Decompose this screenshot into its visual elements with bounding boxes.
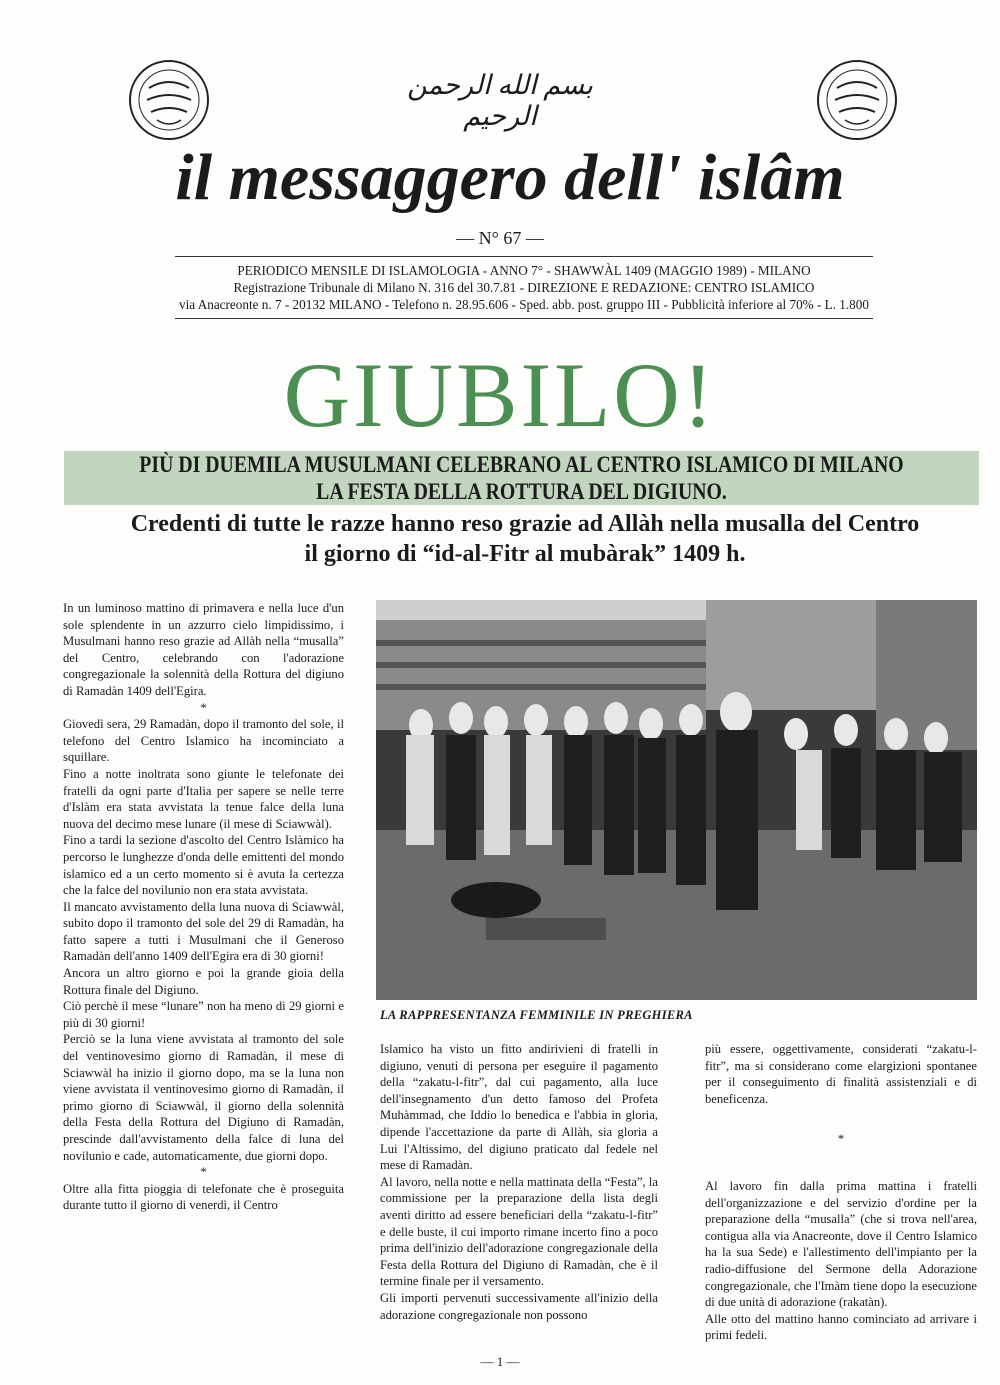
center-seal-right [815,58,899,142]
paragraph: Perciò se la luna viene avvistata al tramonto del sole del ventinovesimo giorno di Ramadàn, il mese di Sciawwàl ha inizio il giorno dopo, ma se la luna non viene avvistata il ventinovesimo giorno di Ramadàn, il primo giorno di Sciawwàl, il giorno della solennità della Festa della Rottura del Digiuno di Ramadàn, prescinde dall'avvistamento della falce di luna del novilunio e cade, automaticamente, due giorni dopo. [63,1032,344,1163]
subhead-line: il giorno di “id-al-Fitr al mubàrak” 1409 h. [304,541,746,567]
masthead-title: il messaggero dell' islâm [175,141,845,214]
pub-line: Registrazione Tribunale di Milano N. 316 del 30.7.81 - DIREZIONE E REDAZIONE: CENTRO ISLAMICO [233,280,815,295]
paragraph: Il mancato avvistamento della luna nuova di Sciawwàl, subito dopo il tramonto del sole del 29 di Ramadàn, ha fatto sapere a tutti i Musulmani che il Generoso Ramadàn dell'anno 1409 dell'Egira era di 30 giorni! [63,899,344,964]
subhead-line: Credenti di tutte le razze hanno reso grazie ad Allàh nella musalla del Centro [130,511,920,537]
paragraph: In un luminoso mattino di primavera e nella luce d'un sole splendente in un azzurro cielo limpidissimo, i Musulmani hanno reso grazie ad Allàh nella “musalla” del Centro, celebrando con l'adorazione congregazionale la solennità della Rottura del digiuno di Ramadàn 1409 dell'Egira. [63,601,344,698]
paragraph: Oltre alla fitta pioggia di telefonate che è proseguita durante tutto il giorno di venerdì, il Centro [63,1181,344,1213]
publication-info [175,262,873,313]
masthead-rule-bottom [175,318,873,319]
article-column-2 [380,1041,658,1323]
paragraph: Giovedì sera, 29 Ramadàn, dopo il tramonto del sole, il telefono del Centro Islamico ha incominciato a squillare. [63,717,344,765]
paragraph: Ancora un altro giorno e poi la grande gioia della Rottura finale del Digiuno. [63,966,344,997]
basmala: بسم الله الرحمن الرحيم [407,70,593,131]
page-number: — 1 — [480,1354,520,1369]
photo-caption: LA RAPPRESENTANZA FEMMINILE IN PREGHIERA [380,1008,693,1022]
subhead-line: LA FESTA DELLA ROTTURA DEL DIGIUNO. [316,479,727,504]
section-separator: * [200,1165,207,1180]
section-separator: * [837,1132,845,1147]
article-column-1 [63,600,344,1214]
subhead-line: PIÙ DI DUEMILA MUSULMANI CELEBRANO AL CENTRO ISLAMICO DI MILANO [139,452,904,477]
main-headline: GIUBILO! [283,344,717,446]
paragraph: Al lavoro, nella notte e nella mattinata della “Festa”, la commissione per la preparazione della lista degli aventi diritto ad essere beneficiari della “zakatu-l-fitr” e delle buste, il cui importo rimane incerto fino a poco prima dell'inizio dell'adorazione congregazionale della Festa della Rottura del Digiuno di Ramadàn, che è il termine finale per il versamento. [380,1174,658,1289]
paragraph: Fino a notte inoltrata sono giunte le telefonate dei fratelli da ogni parte d'Italia per sapere se nelle terre d'Islàm era stata avvistata la tenue falce della luna nuova del decimo mese lunare (il mese di Sciawwàl). [63,766,344,831]
article-column-3 [705,1041,977,1344]
paragraph: Ciò perchè il mese “lunare” non ha meno di 29 giorni e più di 30 giorni! [63,999,344,1030]
subhead-secondary [60,509,990,569]
issue-number: — N° 67 — [456,228,544,248]
subhead-uppercase [128,451,915,505]
paragraph: Fino a tardi la sezione d'ascolto del Centro Islàmico ha percorso le lunghezze d'onda delle emittenti del mondo islamico ed a un certo momento si è avuta la certezza che la falce del novilunio non era stata avvistata. [63,833,344,898]
photo-women-praying [376,600,977,1000]
paragraph: Alle otto del mattino hanno cominciato ad arrivare i primi fedeli. [705,1311,977,1343]
pub-line: PERIODICO MENSILE DI ISLAMOLOGIA - ANNO 7° - SHAWWÀL 1409 (MAGGIO 1989) - MILANO [237,263,811,278]
paragraph: Al lavoro fin dalla prima mattina i fratelli dell'organizzazione e del servizio d'ordine per la preparazione della “musalla” (che si trova nell'area, contigua alla via Anacreonte, dove il Centro Islamico ha la sua Sede) e l'allestimento dell'impianto per la radio-diffusione del Sermone della Adorazione congregazionale, che l'Imàm tiene dopo la esecuzione di due unità di adorazione (rakatàn). [705,1178,977,1310]
pub-line: via Anacreonte n. 7 - 20132 MILANO - Telefono n. 28.95.606 - Sped. abb. post. gruppo III - Pubblicità inferiore al 70% - L. 1.800 [179,297,869,312]
paragraph: Gli importi pervenuti successivamente all'inizio della adorazione congregazionale non possono [380,1290,658,1322]
paragraph: Islamico ha visto un fitto andirivieni di fratelli in digiuno, venuti di persona per eseguire il pagamento della “zakatu-l-fitr”, dal cui pagamento, alla luce dell'insegnamento d'un detto famoso del Profeta Muhàmmad, che Iddio lo benedica e l'abbia in gloria, dipende l'accettazione da parte di Allàh, sia gloria a Lui l'Altissimo, del digiuno praticato dal fedele nel mese di Ramadàn. [380,1042,658,1173]
section-separator: * [200,700,207,715]
center-seal-left [127,58,211,142]
masthead-rule-top [175,256,873,257]
paragraph: più essere, oggettivamente, considerati “zakatu-l-fitr”, ma si considerano come elargizioni spontanee per il conseguimento di finalità assistenziali e di beneficenza. [705,1042,977,1106]
